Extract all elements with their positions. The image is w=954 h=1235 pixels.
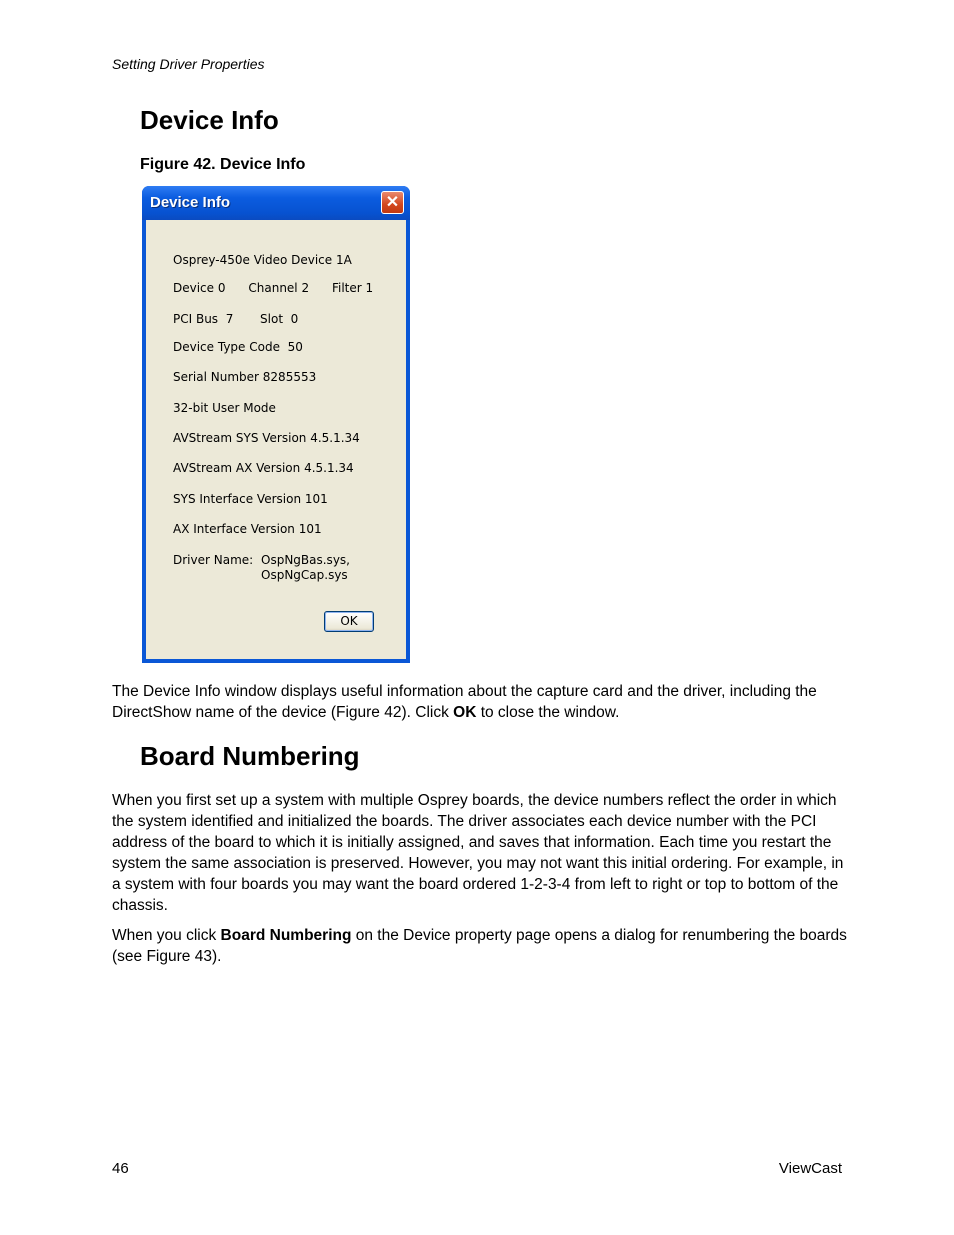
device-name-line: Osprey-450e Video Device 1A bbox=[173, 253, 352, 267]
avstream-ax-line: AVStream AX Version 4.5.1.34 bbox=[173, 461, 354, 475]
ax-interface-line: AX Interface Version 101 bbox=[173, 522, 322, 536]
device-info-paragraph bbox=[112, 681, 847, 723]
avstream-sys-line: AVStream SYS Version 4.5.1.34 bbox=[173, 431, 360, 445]
section-heading-device-info: Device Info bbox=[140, 105, 279, 135]
footer-brand: ViewCast bbox=[778, 1160, 842, 1177]
device-channel-line: Device 0 Channel 2 Filter 1 bbox=[173, 281, 374, 295]
driver-name-value-1: OspNgBas.sys, bbox=[261, 553, 350, 567]
para3-bold-board-numbering: Board Numbering bbox=[220, 927, 352, 944]
user-mode-line: 32-bit User Mode bbox=[173, 401, 276, 415]
board-numbering-paragraph: When you first set up a system with multiple Osprey boards, the device numbers reflect the order in which the system identified and initialized the boards. The driver associates each device number with the PCI address of the board to which it is initially assigned, and saves that information. Each time you restart the system the same association is preserved. However, you may not want this initial ordering. For example, in a system with four boards you may want the board ordered 1-2-3-4 from left to right or top to bottom of the chassis. bbox=[112, 792, 844, 914]
section-heading-board-numbering: Board Numbering bbox=[140, 741, 360, 771]
para3-text-before: When you click bbox=[112, 927, 221, 944]
driver-name-value-2: OspNgCap.sys bbox=[261, 568, 348, 582]
page-number: 46 bbox=[112, 1160, 129, 1177]
running-header: Setting Driver Properties bbox=[112, 56, 265, 72]
para1-bold-ok: OK bbox=[453, 704, 477, 721]
close-icon[interactable]: ✕ bbox=[381, 191, 404, 214]
pci-slot-line: PCI Bus 7 Slot 0 bbox=[173, 312, 299, 326]
serial-number-line: Serial Number 8285553 bbox=[173, 370, 317, 384]
driver-name-label: Driver Name: bbox=[173, 553, 254, 567]
dialog-titlebar[interactable] bbox=[142, 186, 410, 220]
board-numbering-click-paragraph bbox=[112, 925, 847, 967]
ok-button[interactable]: OK bbox=[324, 611, 374, 632]
para1-text-before: The Device Info window displays useful information about the capture card and the driver, including the DirectShow name of the device (Figure 42). Click bbox=[112, 683, 817, 721]
dialog-client-area bbox=[146, 220, 406, 659]
para3-text-after: on the Device property page opens a dialog for renumbering the boards (see Figure 43). bbox=[112, 927, 847, 965]
device-type-line: Device Type Code 50 bbox=[173, 340, 303, 354]
device-info-dialog bbox=[142, 186, 410, 663]
dialog-title: Device Info bbox=[150, 194, 231, 211]
figure-caption: Figure 42. Device Info bbox=[140, 156, 306, 173]
para1-text-after: to close the window. bbox=[476, 704, 620, 721]
sys-interface-line: SYS Interface Version 101 bbox=[173, 492, 328, 506]
